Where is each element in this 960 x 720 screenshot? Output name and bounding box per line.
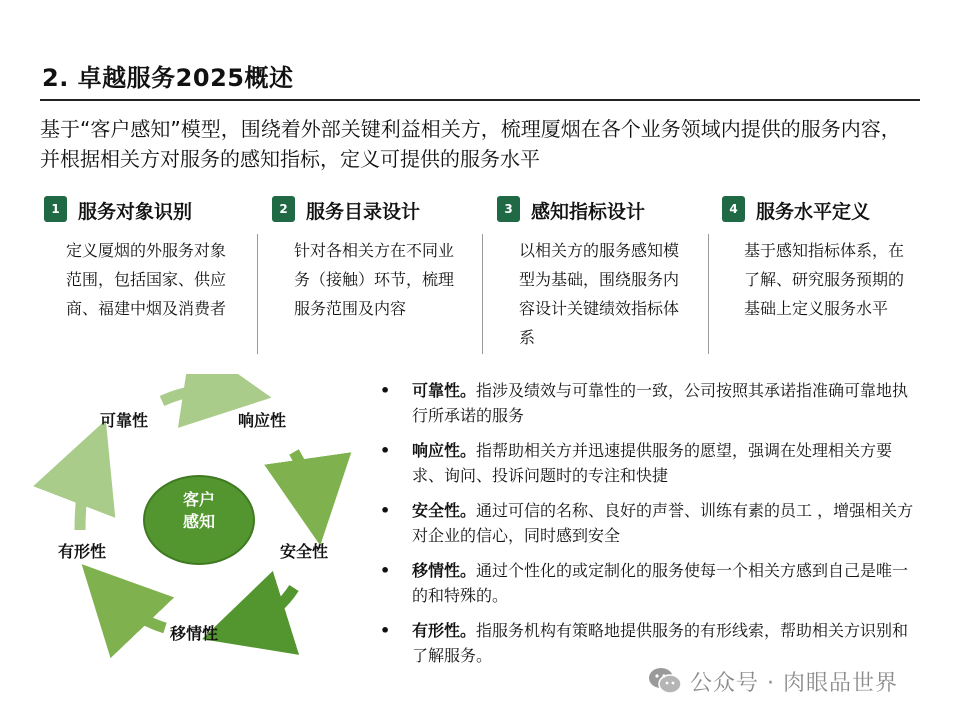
arrow-left (80, 461, 90, 530)
step-body-4: 基于感知指标体系，在了解、研究服务预期的基础上定义服务水平 (744, 241, 905, 318)
bullet-term: 响应性。 (412, 441, 477, 460)
bullet-term: 安全性。 (412, 501, 477, 520)
step-title-1: 服务对象识别 (78, 201, 193, 223)
bullet-dot: • (380, 561, 391, 580)
step-title-4: 服务水平定义 (756, 201, 871, 223)
card-divider (482, 234, 483, 354)
step-badge-4: 4 (722, 196, 745, 222)
step-body-1: 定义厦烟的外服务对象范围，包括国家、供应商、福建中烟及消费者 (66, 241, 227, 318)
list-item (380, 438, 920, 488)
step-badge-1: 1 (44, 196, 67, 222)
step-body-2: 针对各相关方在不同业务（接触）环节，梳理服务范围及内容 (294, 241, 455, 318)
step-body-3: 以相关方的服务感知模型为基础，围绕服务内容设计关键绩效指标体系 (519, 241, 680, 347)
list-item (380, 618, 920, 668)
label-security: 安全性 (280, 542, 329, 561)
bullet-term: 移情性。 (412, 561, 477, 580)
step-badge-2: 2 (272, 196, 295, 222)
watermark-text: 公众号 · 肉眼品世界 (690, 670, 898, 696)
dimension-list (380, 378, 920, 678)
card-divider (708, 234, 709, 354)
center-label-line1: 客户 (182, 490, 215, 509)
bullet-text: 通过可信的名称、良好的声誉、训练有素的员工 ，增强相关方对企业的信心，同时感到安全 (412, 501, 914, 545)
title-divider (40, 99, 920, 101)
list-item (380, 498, 920, 548)
step-card-4 (722, 196, 937, 358)
arrow-bottom-left (112, 596, 165, 628)
bullet-term: 可靠性。 (412, 381, 477, 400)
list-item (380, 378, 920, 428)
label-empathy: 移情性 (170, 624, 219, 643)
bullet-text: 指帮助相关方并迅速提供服务的愿望，强调在处理相关方要求、询问、投诉问题时的专注和快捷 (412, 441, 893, 485)
bullet-term: 有形性。 (412, 621, 477, 640)
step-card-1 (44, 196, 259, 358)
bullet-dot: • (380, 441, 391, 460)
arrow-top (162, 390, 228, 401)
arrow-bottom-right (244, 588, 294, 626)
center-label-line2: 感知 (182, 512, 215, 531)
center-label (143, 489, 255, 533)
watermark (648, 664, 898, 698)
bullet-text: 通过个性化的或定制化的服务使每一个相关方感到自己是唯一的和特殊的。 (412, 561, 909, 605)
step-title-2: 服务目录设计 (306, 201, 421, 223)
label-responsiveness: 响应性 (238, 411, 287, 430)
bullet-dot: • (380, 501, 391, 520)
bullet-text: 指服务机构有策略地提供服务的有形线索，帮助相关方识别和了解服务。 (412, 621, 909, 665)
step-title-3: 感知指标设计 (531, 201, 646, 223)
bullet-dot: • (380, 621, 391, 640)
step-badge-3: 3 (497, 196, 520, 222)
wechat-icon (648, 667, 682, 695)
bullet-text: 指涉及绩效与可靠性的一致，公司按照其承诺指准确可靠地执行所承诺的服务 (412, 381, 909, 425)
arrow-right (294, 452, 314, 502)
page-title: 2. 卓越服务2025概述 (42, 64, 294, 92)
label-reliability: 可靠性 (100, 411, 149, 430)
label-tangibility: 有形性 (58, 542, 107, 561)
step-card-3 (497, 196, 712, 358)
list-item (380, 558, 920, 608)
card-divider (257, 234, 258, 354)
bullet-dot: • (380, 381, 391, 400)
step-card-2 (272, 196, 487, 358)
perception-cycle-diagram (30, 374, 370, 674)
intro-paragraph: 基于“客户感知”模型，围绕着外部关键利益相关方，梳理厦烟在各个业务领域内提供的服务内容，并根据相关方对服务的感知指标，定义可提供的服务水平 (40, 117, 901, 171)
